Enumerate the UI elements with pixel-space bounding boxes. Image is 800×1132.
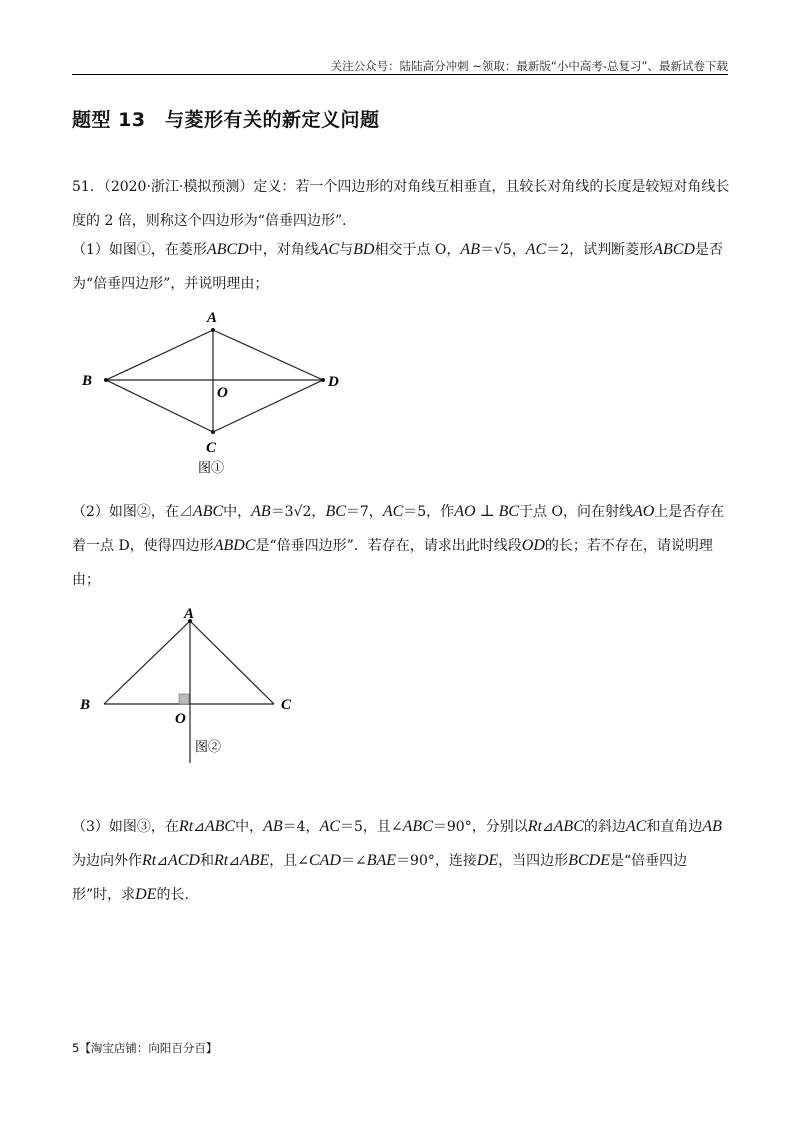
problem-part-1: （1）如图①，在菱形ABCD中，对角线AC与BD相交于点 O，AB＝√5，AC＝2，试判断菱形ABCD是否为“倍垂四边形”，并说明理由；	[72, 241, 723, 292]
fig1-label-d: D	[328, 374, 339, 390]
page-footer: 5【淘宝店铺：向阳百分百】	[72, 1041, 218, 1055]
fig1-label-o: O	[217, 385, 228, 401]
fig2-label-c: C	[281, 697, 292, 713]
fig2-caption: 图②	[195, 739, 222, 754]
fig2-label-o: O	[175, 711, 186, 727]
problem-part-2: （2）如图②，在⊿ABC中，AB＝3√2，BC＝7，AC＝5，作AO ⊥ BC于点 O，问在射线AO上是否存在着一点 D，使得四边形ABDC是“倍垂四边形”．若存在，请求出此时线段OD的长；若不存在，请说明理由；	[72, 503, 725, 588]
figure-1-rhombus	[76, 300, 356, 485]
problem-intro: 51．（2020·浙江·模拟预测）定义：若一个四边形的对角线互相垂直，且较长对角线的长度是较短对角线长度的 2 倍，则称这个四边形为“倍垂四边形”．	[72, 179, 730, 229]
fig1-label-b: B	[82, 373, 93, 389]
fig1-caption: 图①	[198, 460, 225, 475]
page-header: 关注公众号：陆陆高分冲刺 ~领取：最新版“小中高考-总复习”、最新试卷下载	[330, 59, 728, 73]
fig2-label-a: A	[184, 608, 195, 622]
fig2-label-b: B	[80, 697, 91, 713]
fig1-label-c: C	[206, 440, 217, 456]
fig1-label-a: A	[207, 310, 218, 326]
section-title: 题型 13 与菱形有关的新定义问题	[72, 109, 380, 131]
figure-2-triangle	[76, 608, 306, 768]
header-divider	[72, 74, 728, 75]
problem-part-3: （3）如图③，在Rt⊿ABC中，AB＝4，AC＝5，且∠ABC＝90°，分别以Rt⊿ABC的斜边AC和直角边AB为边向外作Rt⊿ACD和Rt⊿ABE，且∠CAD＝∠BAE＝90°，连接DE，当四边形BCDE是“倍垂四边形”时，求DE的长.	[72, 818, 722, 903]
